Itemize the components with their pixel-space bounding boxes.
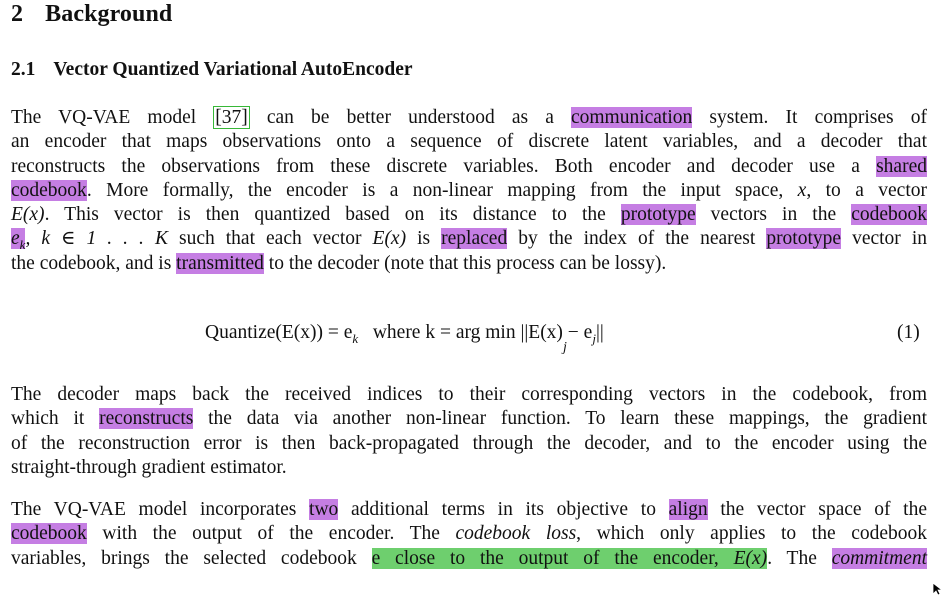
section-heading [11, 1, 172, 28]
text-line: the codebook, and is transmitted to the decoder (note that this process can be lossy). [11, 252, 667, 274]
subsection-title: Vector Quantized Variational AutoEncoder [53, 59, 413, 80]
highlight-align[interactable]: align [668, 499, 708, 520]
highlight-replaced[interactable]: replaced [441, 228, 508, 250]
highlight-ek[interactable]: $e_k$ [11, 228, 26, 253]
text-line: The VQ-VAE model incorporates two additional terms in its objective to align the vector space of the [11, 499, 927, 520]
subsection-heading [11, 59, 413, 81]
highlight-green-close[interactable]: e close to the output of the encoder, E(x) [371, 547, 768, 569]
paragraph-decoder [11, 383, 927, 480]
italic-codebook-loss: codebook loss [455, 523, 577, 545]
paragraph-vqvae-intro [11, 106, 927, 276]
highlight-shared[interactable]: shared [876, 155, 927, 177]
math-k-range: , k ∈ 1 . . . K [25, 228, 168, 250]
highlight-codebook-3[interactable]: codebook [11, 523, 87, 545]
text-line: codebook. More formally, the encoder is a non-linear mapping from the input space, x, to a vector [11, 179, 927, 201]
argmin-subscript: j [563, 340, 567, 355]
text-line: an encoder that maps observations onto a sequence of discrete latent variables, and a decoder that [11, 131, 927, 153]
text-line: $e_k$, k ∈ 1 . . . K such that each vector E(x) is replaced by the index of the nearest prototype vector in [11, 228, 927, 253]
highlight-two[interactable]: two [309, 499, 339, 520]
citation-link[interactable]: [37] [215, 107, 248, 128]
equation-body: Quantize(E(x)) = $e_k$ where k = arg $\min ||E(x) - e_j||$ [205, 322, 604, 346]
text-line: straight-through gradient estimator. [11, 456, 287, 478]
section-title: Background [45, 1, 173, 27]
math-x: x [797, 179, 807, 201]
text-line: The VQ-VAE model [37] can be better understood as a communication system. It comprises of [11, 107, 927, 128]
subsection-number: 2.1 [11, 59, 36, 80]
text-line: variables, brings the selected codebook e close to the output of the encoder, E(x). The commitment [11, 547, 927, 569]
highlight-commitment[interactable]: commitment [831, 547, 927, 569]
text-line: codebook with the output of the encoder. The codebook loss, which only applies to the codebook [11, 523, 928, 545]
highlight-communication[interactable]: communication [570, 107, 693, 128]
text-line: which it reconstructs the data via another non-linear function. To learn these mappings, the gradient [11, 408, 927, 430]
highlight-prototype-2[interactable]: prototype [766, 228, 842, 250]
highlight-transmitted[interactable]: transmitted [176, 252, 264, 274]
text-line: of the reconstruction error is then back-propagated through the decoder, and to the encoder using the [11, 432, 927, 454]
highlight-codebook[interactable]: codebook [11, 179, 87, 201]
highlight-codebook-2[interactable]: codebook [851, 204, 927, 226]
mouse-pointer-icon [932, 582, 944, 596]
section-number: 2 [11, 1, 24, 27]
text-line: E(x). This vector is then quantized based on its distance to the prototype vectors in the codebook [11, 204, 927, 226]
paragraph-objective [11, 498, 927, 571]
math-Ex-2: E(x) [372, 228, 407, 250]
text-line: reconstructs the observations from these discrete variables. Both encoder and decoder use a shared [11, 155, 927, 177]
math-Ex: E(x) [11, 204, 45, 226]
highlight-reconstructs[interactable]: reconstructs [99, 408, 194, 430]
equation-number: (1) [897, 322, 920, 343]
highlight-prototype[interactable]: prototype [620, 204, 696, 226]
text-line: The decoder maps back the received indices to their corresponding vectors in the codebook, from [11, 384, 927, 405]
equation-1 [0, 318, 948, 368]
